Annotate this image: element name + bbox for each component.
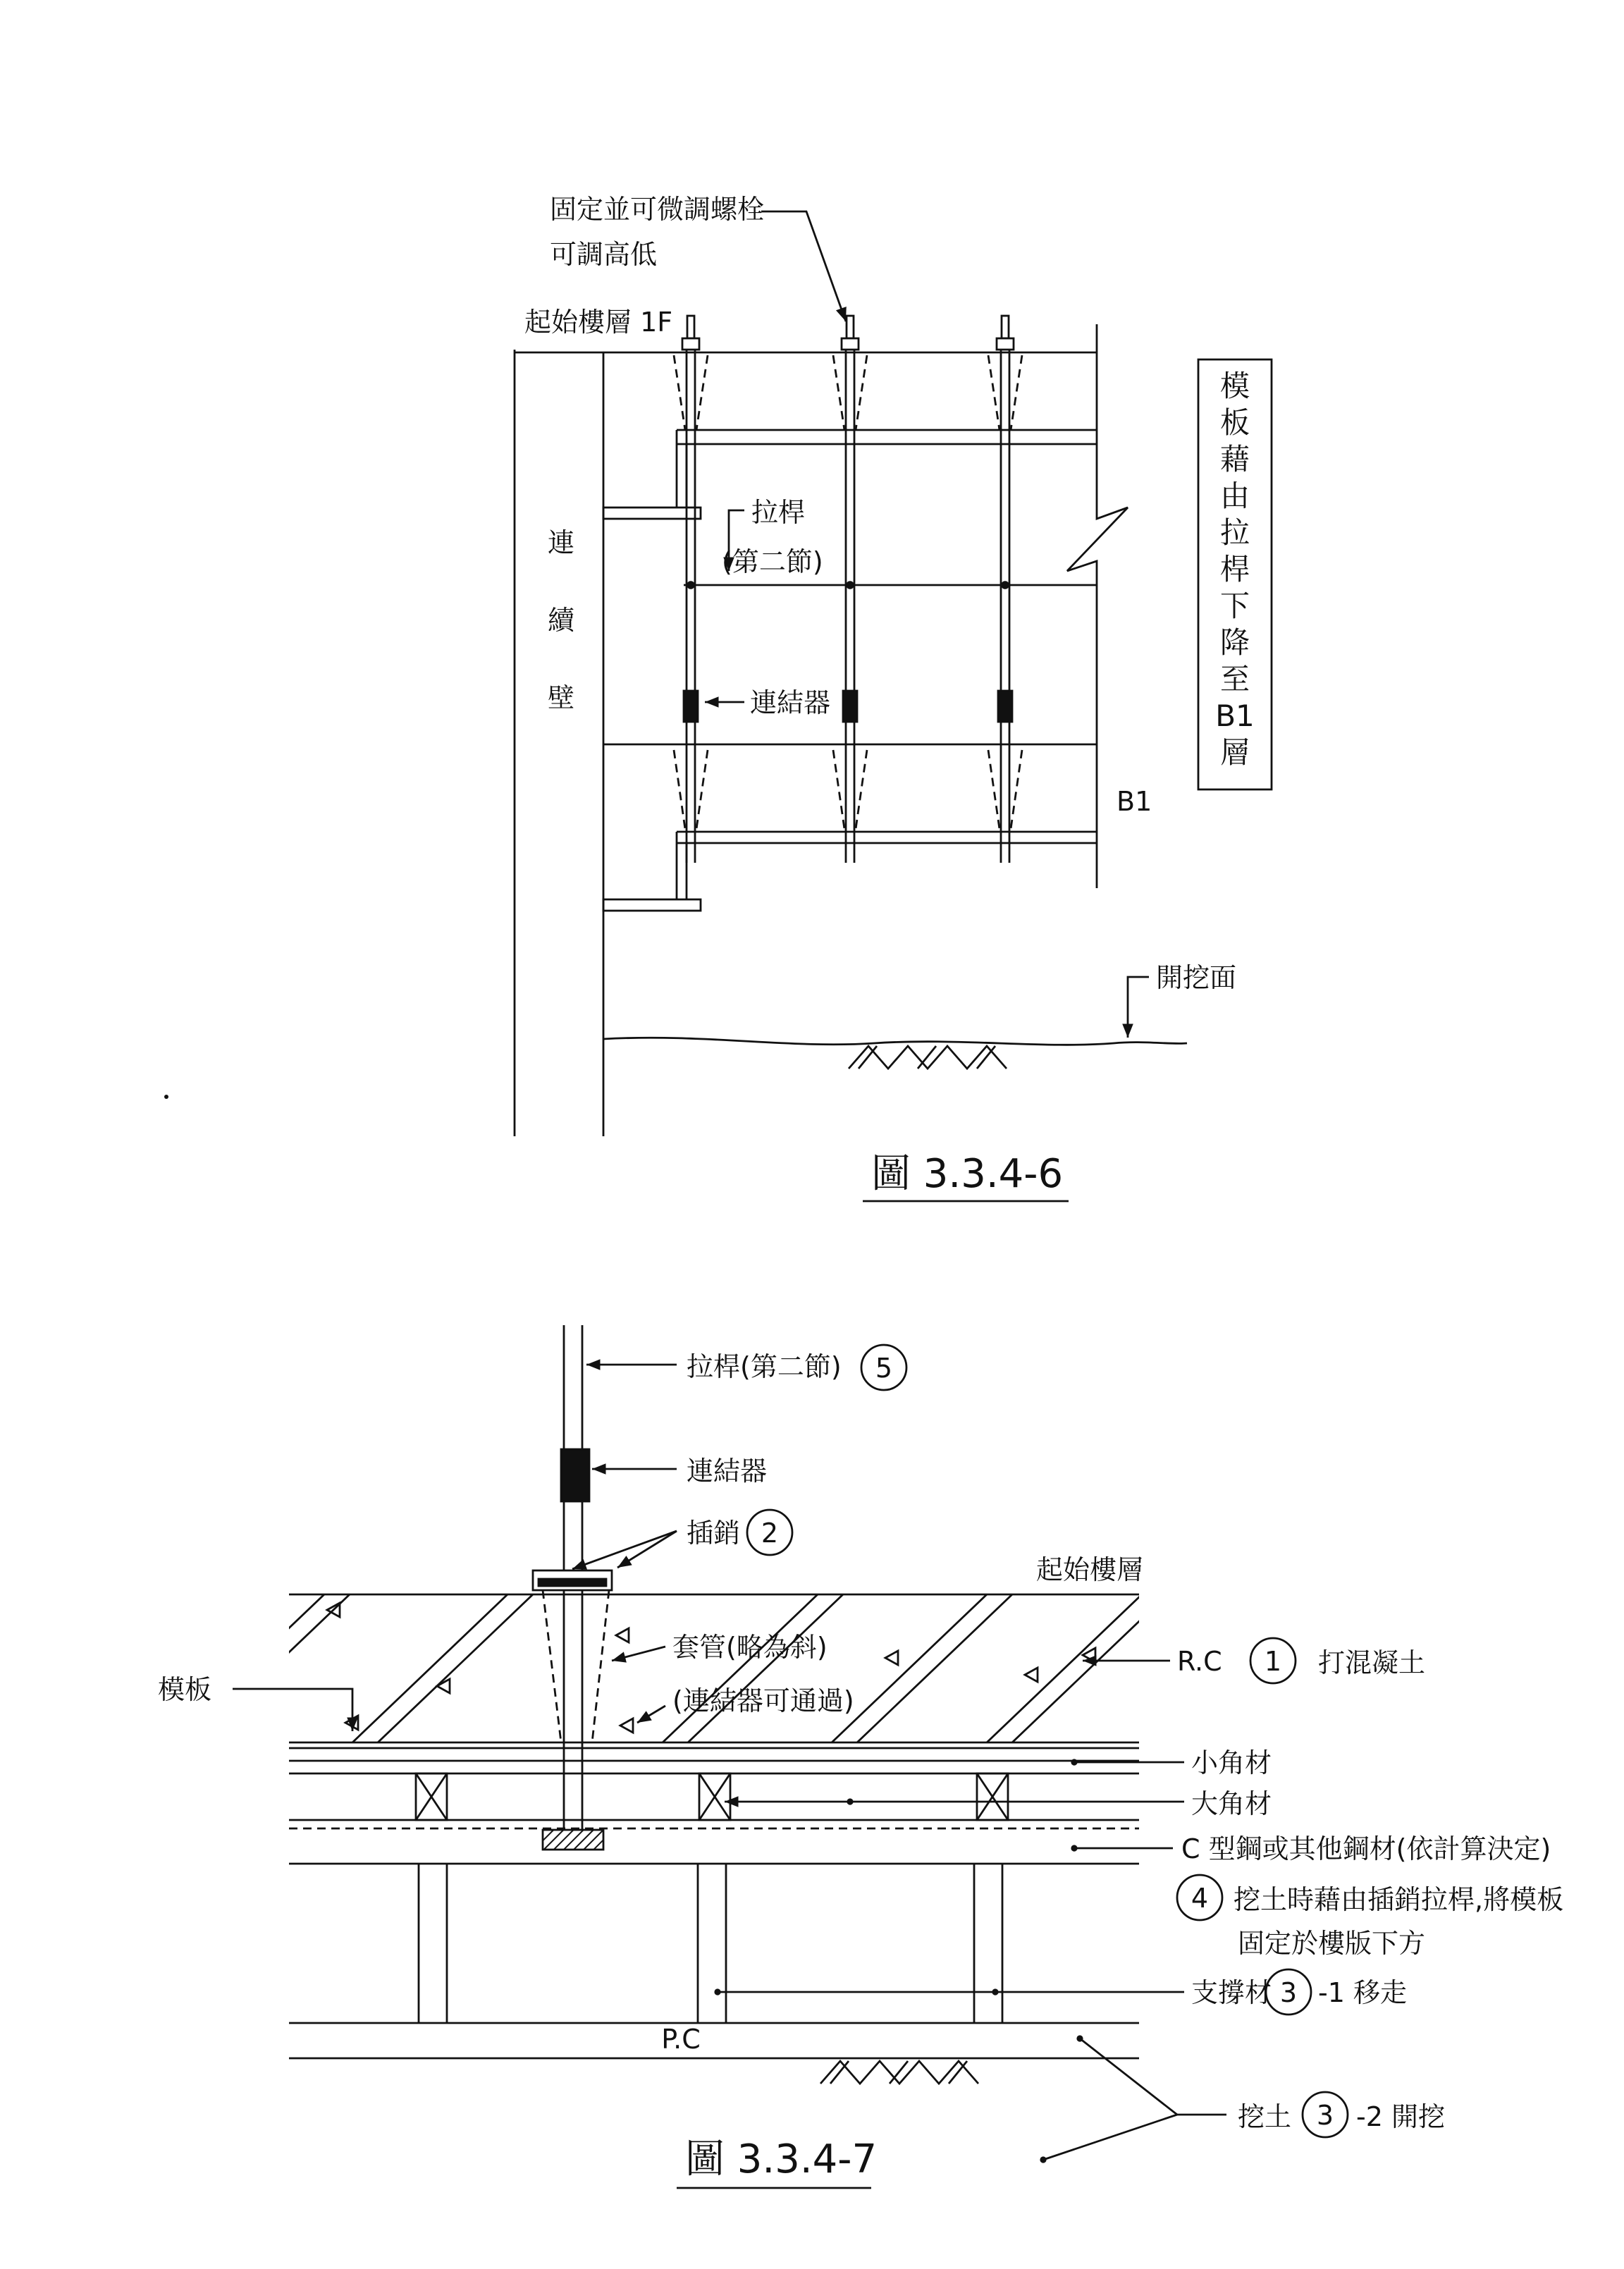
- tie-rod-section-label: (第二節): [722, 546, 823, 577]
- pin-label: 插銷: [687, 1518, 741, 1549]
- aggregate-mark: [885, 1651, 898, 1665]
- fig6-tie-rods: [674, 316, 1022, 863]
- continuous-wall-label: 連續壁: [547, 527, 574, 713]
- sleeve-dashed-line: [856, 355, 867, 430]
- formwork-label: 模板: [158, 1674, 212, 1705]
- support-posts: [419, 1864, 1002, 2023]
- bolt-label-line2: 可調高低: [550, 239, 658, 270]
- step-badge-3-2: [1303, 2092, 1348, 2137]
- connector-block: [843, 691, 857, 722]
- slab-hatch-line: [688, 1594, 843, 1742]
- connector-block: [998, 691, 1012, 722]
- step-badge-number: 3: [1316, 2100, 1334, 2131]
- leader-dot: [992, 1988, 998, 1995]
- leader-dot: [714, 1988, 720, 1995]
- large-timber-section: [699, 1773, 730, 1820]
- slab-hatch: [169, 1594, 1336, 1742]
- connector-label: 連結器: [687, 1456, 768, 1487]
- leader-dot: [1071, 1845, 1077, 1851]
- step-badge-2: [747, 1510, 792, 1555]
- slab-hatch-line: [169, 1594, 324, 1742]
- step-badge-number: 4: [1191, 1883, 1209, 1914]
- step4-text-line1: 挖土時藉由插銷拉桿,將模板: [1234, 1884, 1564, 1915]
- tie-rod-label: 拉桿(第二節): [687, 1351, 842, 1382]
- ground-hatch: [890, 2061, 908, 2084]
- pin-plate-inner: [539, 1579, 606, 1586]
- sleeve-dashed-line: [1011, 355, 1022, 430]
- tie-rod-1: [674, 316, 708, 863]
- aggregate-mark: [616, 1628, 629, 1642]
- support-post: [974, 1864, 1002, 2023]
- formwork-leader: [233, 1689, 352, 1731]
- sleeve-dashed-line: [856, 750, 867, 829]
- adjustable-bolt: [847, 316, 854, 338]
- figure-3-3-4-7: [158, 1325, 1563, 2188]
- step-badge-number: 5: [875, 1353, 893, 1384]
- fig7-labels: [158, 1345, 1563, 2182]
- sleeve-dashed-line: [674, 750, 685, 829]
- joint-dot: [1002, 582, 1009, 589]
- sleeve-dashed-line: [592, 1590, 609, 1742]
- aggregate-mark: [620, 1718, 633, 1733]
- leader-dot: [1076, 2035, 1083, 2041]
- slab-hatch-line: [195, 1594, 350, 1742]
- sleeve-dashed-line: [988, 750, 999, 829]
- slab-hatch-line: [857, 1594, 1012, 1742]
- slab-hatch-line: [663, 1594, 818, 1742]
- start-floor-label: 起始樓層: [1036, 1554, 1144, 1585]
- step-badge-1: [1250, 1638, 1296, 1683]
- lower-form-bracket: [603, 899, 701, 911]
- sleeve-dashed-line: [543, 1590, 561, 1742]
- step-badge-number: 2: [761, 1518, 779, 1549]
- connector-label: 連結器: [750, 687, 831, 718]
- adjustable-bolt: [687, 316, 694, 338]
- large-timber-section: [977, 1773, 1008, 1820]
- support-post: [698, 1864, 726, 2023]
- pc-label: P.C: [661, 2024, 701, 2055]
- sleeve-note-leader: [637, 1706, 665, 1723]
- sleeve-dashed-line: [674, 355, 685, 430]
- large-timber-label: 大角材: [1191, 1788, 1272, 1819]
- sleeve-dashed-line: [833, 750, 844, 829]
- step-badge-3-1: [1266, 1969, 1311, 2015]
- step-badge-5: [861, 1345, 906, 1390]
- ground-hatch: [830, 2061, 849, 2084]
- large-timber-sections: [416, 1773, 1008, 1820]
- tie-rod-3: [988, 316, 1022, 863]
- sleeve-dashed-line: [833, 355, 844, 430]
- stray-dot: [164, 1095, 168, 1099]
- note-box: [1198, 359, 1272, 789]
- excavate-label: 挖土: [1238, 2101, 1292, 2132]
- sleeve-dashed-line: [988, 355, 999, 430]
- step-badge-number: 3: [1279, 1977, 1298, 2008]
- leader-dot: [1071, 1759, 1077, 1765]
- aggregate-mark: [1025, 1668, 1038, 1682]
- ground-hatch: [977, 1046, 995, 1069]
- leader-dot: [1040, 2156, 1046, 2163]
- bolt-nut: [682, 338, 699, 350]
- sleeve-label: 套管(略為斜): [672, 1632, 828, 1663]
- excavation-ground-line: [603, 1038, 1187, 1045]
- ground-hatch: [949, 2061, 967, 2084]
- b1-level-label: B1: [1116, 786, 1152, 817]
- slab-hatch-line: [352, 1594, 508, 1742]
- sleeve-dashed-line: [696, 355, 708, 430]
- support-action-label: -1 移走: [1318, 1977, 1407, 2008]
- figure-6-caption: 圖 3.3.4-6: [871, 1151, 1064, 1197]
- joint-dot: [847, 582, 854, 589]
- slab-hatch-line: [987, 1594, 1142, 1742]
- sleeve-leader: [612, 1647, 665, 1661]
- joint-dot: [688, 582, 694, 589]
- bolt-nut: [997, 338, 1014, 350]
- rc-action-label: 打混凝土: [1318, 1647, 1426, 1678]
- c-steel-label: C 型鋼或其他鋼材(依計算決定): [1181, 1833, 1551, 1864]
- sleeve-dashed-line: [696, 750, 708, 829]
- excavate-action-label: -2 開挖: [1356, 2101, 1445, 2132]
- ground-hatch: [918, 1046, 936, 1069]
- excavate-leader: [1043, 2115, 1177, 2160]
- tie-rod-2: [833, 316, 867, 863]
- bolt-leader: [761, 211, 846, 321]
- figure-7-caption: 圖 3.3.4-7: [685, 2136, 878, 2182]
- start-floor-label: 起始樓層 1F: [524, 307, 673, 338]
- support-label: 支撐材: [1191, 1977, 1272, 2008]
- tie-rod-label: 拉桿: [751, 497, 806, 528]
- note-box-text: 模板藉由拉桿下降至B1層: [1215, 369, 1255, 770]
- adjustable-bolt: [1002, 316, 1009, 338]
- connector-block: [684, 691, 698, 722]
- bolt-label-line1: 固定並可微調螺栓: [550, 194, 765, 225]
- step-badge-4: [1177, 1875, 1222, 1920]
- small-timber-label: 小角材: [1191, 1747, 1272, 1778]
- fig6-labels: [524, 194, 1236, 1197]
- fig6-structure: [515, 211, 1272, 1201]
- fig7-structure: [169, 1325, 1336, 2188]
- rod-base-plate: [543, 1830, 603, 1850]
- bolt-nut: [842, 338, 859, 350]
- step4-text-line2: 固定於樓版下方: [1238, 1928, 1426, 1959]
- excavation-surface-label: 開挖面: [1156, 962, 1237, 993]
- connector-block: [561, 1449, 589, 1501]
- sleeve-dashed-line: [1011, 750, 1022, 829]
- step-badge-number: 1: [1264, 1646, 1282, 1677]
- figure-3-3-4-6: [164, 194, 1272, 1201]
- rc-label: R.C: [1177, 1646, 1222, 1677]
- slab-hatch-line: [378, 1594, 533, 1742]
- leader-dot: [847, 1798, 853, 1804]
- ground-hatch: [859, 1046, 877, 1069]
- excavate-leader: [1080, 2039, 1177, 2115]
- slab-hatch-line: [832, 1594, 987, 1742]
- sleeve-note: (連結器可通過): [672, 1685, 854, 1716]
- excavation-surface-leader: [1128, 977, 1149, 1038]
- support-post: [419, 1864, 447, 2023]
- large-timber-section: [416, 1773, 447, 1820]
